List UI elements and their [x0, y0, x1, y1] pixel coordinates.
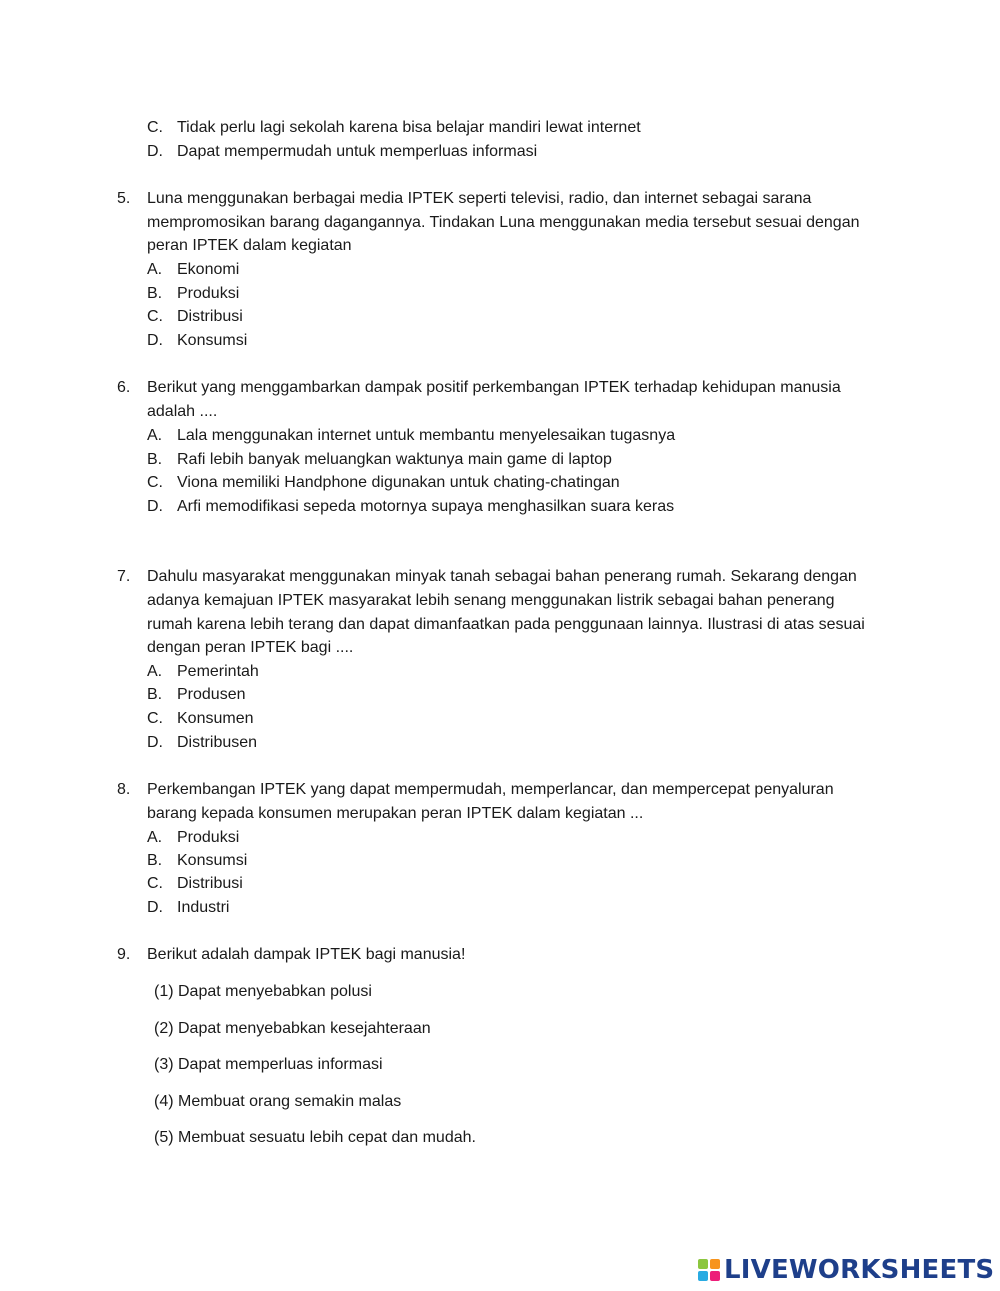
answer-option [0, 851, 1000, 871]
option-letter: D. [147, 498, 163, 515]
option-text: Distribusen [177, 734, 258, 751]
question-text-continuation [0, 638, 1000, 658]
question-text: Perkembangan IPTEK yang dapat mempermudah, memperlancar, dan mempercepat penyaluran [147, 781, 834, 798]
question-text: barang kepada konsumen merupakan peran IPTEK dalam kegiatan ... [147, 805, 644, 822]
answer-option [0, 898, 1000, 918]
option-letter: C. [147, 710, 163, 727]
liveworksheets-logo[interactable] [697, 1255, 994, 1285]
option-letter: B. [147, 285, 163, 302]
question-text: Berikut adalah dampak IPTEK bagi manusia! [147, 946, 466, 963]
question-text-continuation [0, 615, 1000, 635]
question-number: 6. [117, 379, 131, 396]
answer-option [0, 142, 1000, 162]
option-text: Produksi [177, 829, 240, 846]
question-line [0, 189, 1000, 209]
statement-item [0, 1055, 1000, 1075]
option-text: Pemerintah [177, 663, 259, 680]
answer-option [0, 662, 1000, 682]
option-letter: A. [147, 663, 163, 680]
answer-option [0, 733, 1000, 753]
answer-option [0, 450, 1000, 470]
option-text: Konsumsi [177, 852, 248, 869]
answer-option [0, 709, 1000, 729]
answer-option [0, 828, 1000, 848]
logo-tile [698, 1259, 708, 1269]
option-text: Konsumsi [177, 332, 248, 349]
answer-option [0, 426, 1000, 446]
logo-tile [710, 1259, 720, 1269]
answer-option [0, 685, 1000, 705]
option-text: Viona memiliki Handphone digunakan untuk chating-chatingan [177, 474, 620, 491]
statement-item [0, 982, 1000, 1002]
answer-option [0, 260, 1000, 280]
statement-text: (3) Dapat memperluas informasi [154, 1056, 383, 1073]
option-text: Rafi lebih banyak meluangkan waktunya main game di laptop [177, 451, 612, 468]
question-text: Luna menggunakan berbagai media IPTEK seperti televisi, radio, dan internet sebagai sarana [147, 190, 812, 207]
question-text-continuation [0, 236, 1000, 256]
answer-option [0, 284, 1000, 304]
statement-text: (2) Dapat menyebabkan kesejahteraan [154, 1020, 431, 1037]
option-letter: B. [147, 852, 163, 869]
question-text-continuation [0, 591, 1000, 611]
question-text-continuation [0, 402, 1000, 422]
answer-option [0, 473, 1000, 493]
question-text: adanya kemajuan IPTEK masyarakat lebih senang menggunakan listrik sebagai bahan penerang [147, 592, 835, 609]
statement-item [0, 1092, 1000, 1112]
liveworksheets-logo-icon [697, 1258, 721, 1282]
statement-item [0, 1128, 1000, 1148]
option-text: Ekonomi [177, 261, 240, 278]
answer-option [0, 497, 1000, 517]
option-letter: A. [147, 829, 163, 846]
logo-tile [698, 1271, 708, 1281]
option-letter: C. [147, 474, 163, 491]
logo-text: LIVEWORKSHEETS [724, 1255, 995, 1285]
option-text: Produksi [177, 285, 240, 302]
option-text: Dapat mempermudah untuk memperluas informasi [177, 143, 538, 160]
logo-tile [710, 1271, 720, 1281]
question-line [0, 780, 1000, 800]
option-letter: B. [147, 451, 163, 468]
option-letter: D. [147, 143, 163, 160]
question-text: mempromosikan barang dagangannya. Tindakan Luna menggunakan media tersebut sesuai dengan [147, 214, 860, 231]
statement-item [0, 1019, 1000, 1039]
option-letter: C. [147, 875, 163, 892]
option-text: Industri [177, 899, 230, 916]
option-text: Produsen [177, 686, 246, 703]
option-text: Arfi memodifikasi sepeda motornya supaya menghasilkan suara keras [177, 498, 675, 515]
option-letter: A. [147, 427, 163, 444]
option-text: Distribusi [177, 875, 243, 892]
question-number: 8. [117, 781, 131, 798]
option-text: Konsumen [177, 710, 254, 727]
answer-option [0, 331, 1000, 351]
option-letter: C. [147, 308, 163, 325]
option-text: Distribusi [177, 308, 243, 325]
question-text-continuation [0, 804, 1000, 824]
statement-text: (1) Dapat menyebabkan polusi [154, 983, 372, 1000]
option-letter: C. [147, 119, 163, 136]
option-letter: D. [147, 734, 163, 751]
answer-option [0, 307, 1000, 327]
question-text: adalah .... [147, 403, 218, 420]
option-text: Tidak perlu lagi sekolah karena bisa belajar mandiri lewat internet [177, 119, 641, 136]
question-number: 7. [117, 568, 131, 585]
question-line [0, 567, 1000, 587]
question-text: peran IPTEK dalam kegiatan [147, 237, 352, 254]
question-number: 9. [117, 946, 131, 963]
option-text: Lala menggunakan internet untuk membantu menyelesaikan tugasnya [177, 427, 676, 444]
question-text: Dahulu masyarakat menggunakan minyak tanah sebagai bahan penerang rumah. Sekarang dengan [147, 568, 857, 585]
question-line [0, 945, 1000, 965]
question-text: rumah karena lebih terang dan dapat dimanfaatkan pada penggunaan lainnya. Ilustrasi di atas sesuai [147, 616, 865, 633]
statement-text: (5) Membuat sesuatu lebih cepat dan mudah. [154, 1129, 476, 1146]
option-letter: B. [147, 686, 163, 703]
option-letter: A. [147, 261, 163, 278]
question-text-continuation [0, 213, 1000, 233]
answer-option [0, 118, 1000, 138]
question-text: Berikut yang menggambarkan dampak positif perkembangan IPTEK terhadap kehidupan manusia [147, 379, 841, 396]
option-letter: D. [147, 332, 163, 349]
option-letter: D. [147, 899, 163, 916]
question-number: 5. [117, 190, 131, 207]
answer-option [0, 874, 1000, 894]
question-line [0, 378, 1000, 398]
question-text: dengan peran IPTEK bagi .... [147, 639, 354, 656]
statement-text: (4) Membuat orang semakin malas [154, 1093, 402, 1110]
